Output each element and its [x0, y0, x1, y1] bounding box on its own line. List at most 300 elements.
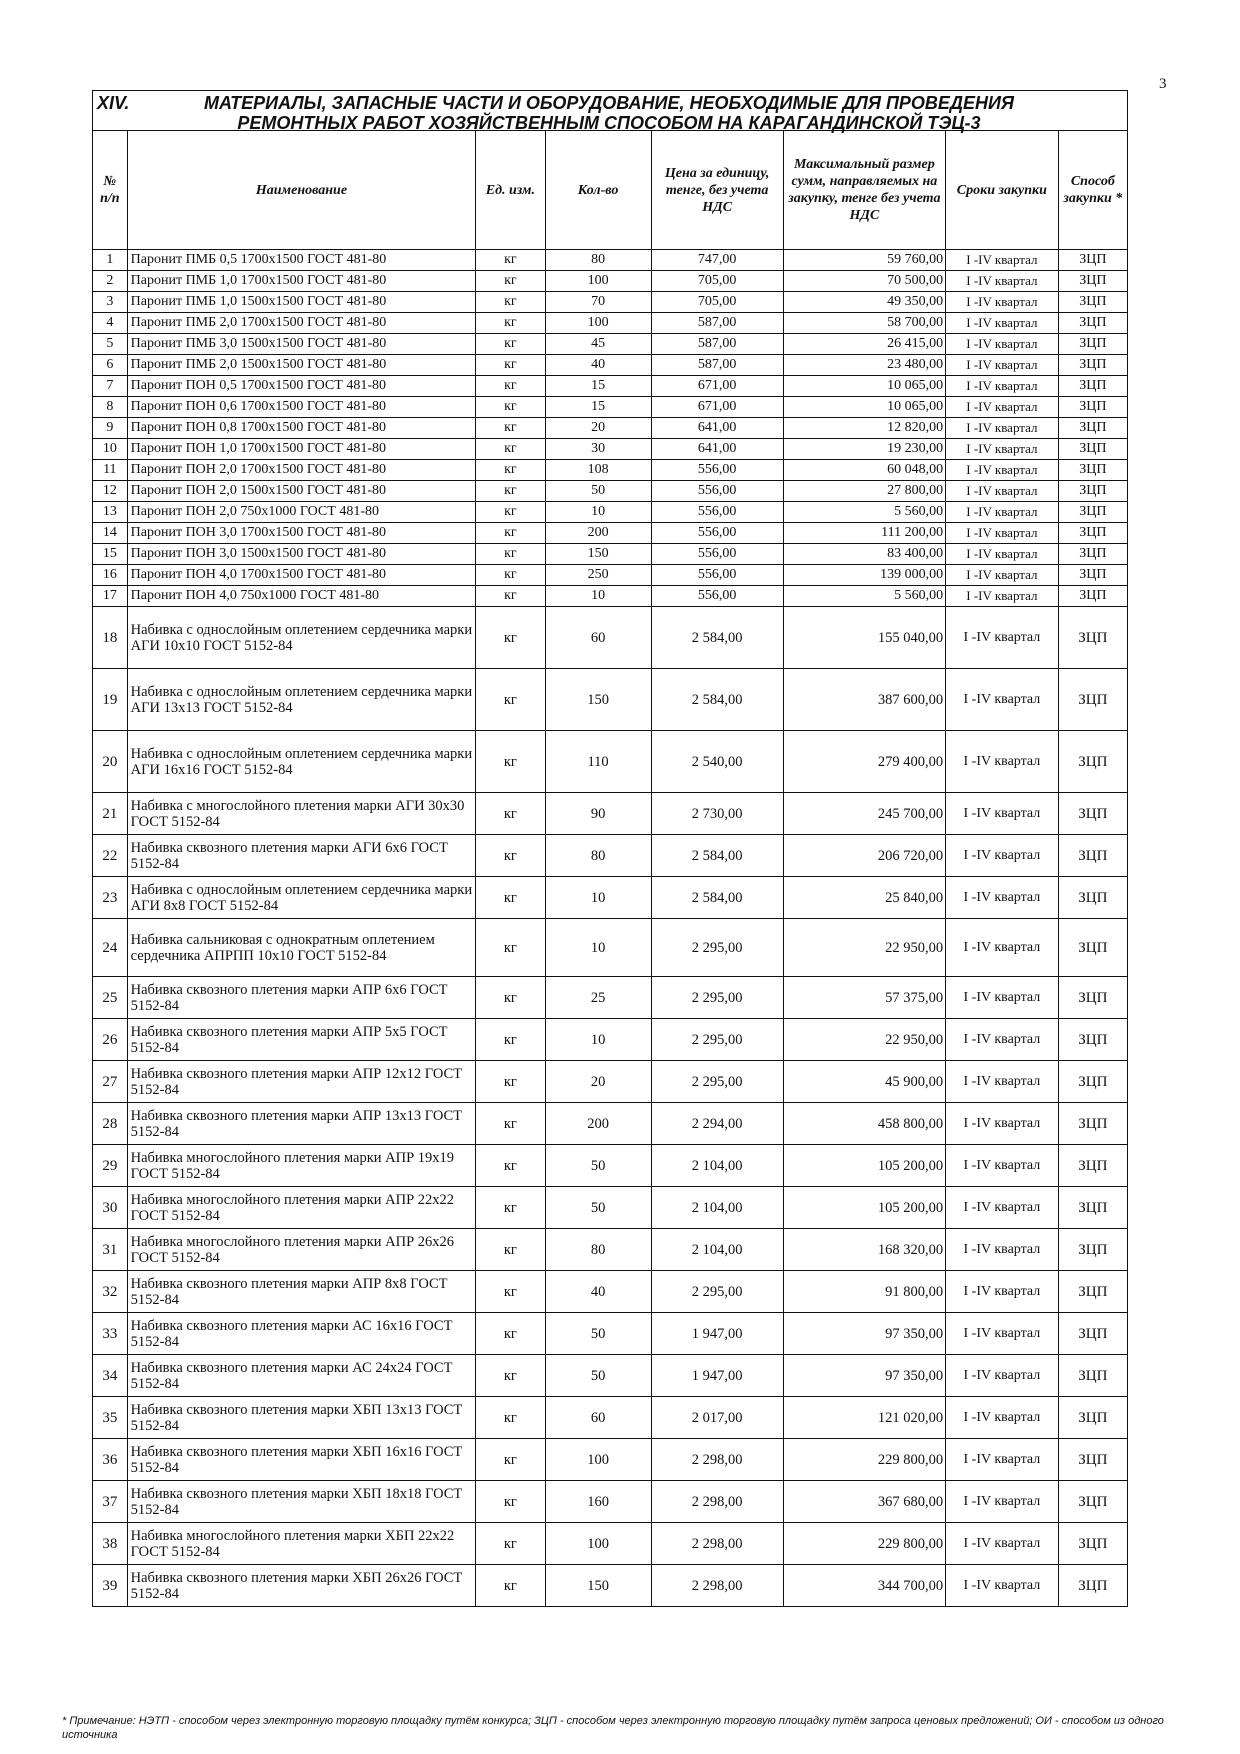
price-cell: 1 947,00	[651, 1313, 783, 1355]
item-name: Паронит ПОН 3,0 1700х1500 ГОСТ 481-80	[127, 523, 476, 544]
quantity-cell: 100	[545, 271, 651, 292]
method-cell: ЗЦП	[1058, 523, 1127, 544]
row-number: 28	[93, 1103, 128, 1145]
header-sum: Максимальный размер сумм, направляемых на закупку, тенге без учета НДС	[783, 131, 945, 250]
method-cell: ЗЦП	[1058, 292, 1127, 313]
item-name: Паронит ПОН 1,0 1700х1500 ГОСТ 481-80	[127, 439, 476, 460]
quantity-cell: 50	[545, 1313, 651, 1355]
sum-cell: 10 065,00	[783, 376, 945, 397]
item-name: Паронит ПОН 0,8 1700х1500 ГОСТ 481-80	[127, 418, 476, 439]
table-row	[93, 460, 1128, 481]
quantity-cell: 250	[545, 565, 651, 586]
sum-cell: 57 375,00	[783, 977, 945, 1019]
price-cell: 556,00	[651, 460, 783, 481]
header-method: Способ закупки *	[1058, 131, 1127, 250]
item-name: Набивка сквозного плетения марки АГИ 6х6 ГОСТ 5152-84	[127, 835, 476, 877]
row-number: 16	[93, 565, 128, 586]
price-cell: 556,00	[651, 586, 783, 607]
method-cell: ЗЦП	[1058, 439, 1127, 460]
item-name: Паронит ПМБ 2,0 1500х1500 ГОСТ 481-80	[127, 355, 476, 376]
price-cell: 671,00	[651, 376, 783, 397]
method-cell: ЗЦП	[1058, 607, 1127, 669]
price-cell: 705,00	[651, 292, 783, 313]
quantity-cell: 50	[545, 481, 651, 502]
row-number: 1	[93, 250, 128, 271]
unit-cell: кг	[476, 481, 545, 502]
method-cell: ЗЦП	[1058, 1439, 1127, 1481]
item-name: Набивка многослойного плетения марки АПР 26х26 ГОСТ 5152-84	[127, 1229, 476, 1271]
term-cell: I -IV квартал	[946, 731, 1059, 793]
term-cell: I -IV квартал	[946, 1145, 1059, 1187]
price-cell: 2 584,00	[651, 669, 783, 731]
table-row	[93, 669, 1128, 731]
price-cell: 2 104,00	[651, 1229, 783, 1271]
item-name: Набивка многослойного плетения марки ХБП 22х22 ГОСТ 5152-84	[127, 1523, 476, 1565]
term-cell: I -IV квартал	[946, 544, 1059, 565]
item-name: Набивка сквозного плетения марки АС 24х24 ГОСТ 5152-84	[127, 1355, 476, 1397]
row-number: 30	[93, 1187, 128, 1229]
quantity-cell: 60	[545, 607, 651, 669]
term-cell: I -IV квартал	[946, 1019, 1059, 1061]
method-cell: ЗЦП	[1058, 1397, 1127, 1439]
price-cell: 2 295,00	[651, 1019, 783, 1061]
term-cell: I -IV квартал	[946, 1439, 1059, 1481]
quantity-cell: 150	[545, 544, 651, 565]
method-cell: ЗЦП	[1058, 1145, 1127, 1187]
table-row	[93, 271, 1128, 292]
term-cell: I -IV квартал	[946, 1313, 1059, 1355]
method-cell: ЗЦП	[1058, 250, 1127, 271]
unit-cell: кг	[476, 250, 545, 271]
quantity-cell: 100	[545, 313, 651, 334]
quantity-cell: 50	[545, 1145, 651, 1187]
procurement-document	[92, 90, 1128, 1607]
term-cell: I -IV квартал	[946, 1481, 1059, 1523]
sum-cell: 121 020,00	[783, 1397, 945, 1439]
table-row	[93, 481, 1128, 502]
unit-cell: кг	[476, 669, 545, 731]
row-number: 20	[93, 731, 128, 793]
sum-cell: 26 415,00	[783, 334, 945, 355]
item-name: Набивка с однослойным оплетением сердечника марки АГИ 13х13 ГОСТ 5152-84	[127, 669, 476, 731]
row-number: 10	[93, 439, 128, 460]
table-row	[93, 1565, 1128, 1607]
sum-cell: 105 200,00	[783, 1187, 945, 1229]
row-number: 39	[93, 1565, 128, 1607]
method-cell: ЗЦП	[1058, 334, 1127, 355]
quantity-cell: 15	[545, 376, 651, 397]
table-row	[93, 1397, 1128, 1439]
item-name: Набивка сквозного плетения марки ХБП 13х13 ГОСТ 5152-84	[127, 1397, 476, 1439]
quantity-cell: 80	[545, 250, 651, 271]
row-number: 13	[93, 502, 128, 523]
method-cell: ЗЦП	[1058, 1187, 1127, 1229]
header-unit: Ед. изм.	[476, 131, 545, 250]
unit-cell: кг	[476, 397, 545, 418]
sum-cell: 458 800,00	[783, 1103, 945, 1145]
price-cell: 556,00	[651, 481, 783, 502]
price-cell: 641,00	[651, 439, 783, 460]
method-cell: ЗЦП	[1058, 1229, 1127, 1271]
term-cell: I -IV квартал	[946, 418, 1059, 439]
sum-cell: 168 320,00	[783, 1229, 945, 1271]
sum-cell: 111 200,00	[783, 523, 945, 544]
unit-cell: кг	[476, 877, 545, 919]
item-name: Набивка сквозного плетения марки АПР 5х5 ГОСТ 5152-84	[127, 1019, 476, 1061]
sum-cell: 25 840,00	[783, 877, 945, 919]
sum-cell: 139 000,00	[783, 565, 945, 586]
quantity-cell: 90	[545, 793, 651, 835]
price-cell: 2 298,00	[651, 1523, 783, 1565]
unit-cell: кг	[476, 919, 545, 977]
quantity-cell: 200	[545, 523, 651, 544]
item-name: Паронит ПОН 0,6 1700х1500 ГОСТ 481-80	[127, 397, 476, 418]
method-cell: ЗЦП	[1058, 418, 1127, 439]
unit-cell: кг	[476, 607, 545, 669]
table-row	[93, 1271, 1128, 1313]
sum-cell: 97 350,00	[783, 1313, 945, 1355]
unit-cell: кг	[476, 313, 545, 334]
method-cell: ЗЦП	[1058, 376, 1127, 397]
unit-cell: кг	[476, 523, 545, 544]
table-row	[93, 523, 1128, 544]
term-cell: I -IV квартал	[946, 334, 1059, 355]
method-cell: ЗЦП	[1058, 502, 1127, 523]
table-row	[93, 439, 1128, 460]
header-name: Наименование	[127, 131, 476, 250]
sum-cell: 59 760,00	[783, 250, 945, 271]
row-number: 25	[93, 977, 128, 1019]
sum-cell: 22 950,00	[783, 1019, 945, 1061]
row-number: 5	[93, 334, 128, 355]
unit-cell: кг	[476, 355, 545, 376]
term-cell: I -IV квартал	[946, 271, 1059, 292]
quantity-cell: 108	[545, 460, 651, 481]
term-cell: I -IV квартал	[946, 523, 1059, 544]
method-cell: ЗЦП	[1058, 460, 1127, 481]
sum-cell: 206 720,00	[783, 835, 945, 877]
table-row	[93, 1229, 1128, 1271]
price-cell: 587,00	[651, 334, 783, 355]
price-cell: 641,00	[651, 418, 783, 439]
row-number: 38	[93, 1523, 128, 1565]
quantity-cell: 40	[545, 355, 651, 376]
row-number: 35	[93, 1397, 128, 1439]
quantity-cell: 100	[545, 1523, 651, 1565]
row-number: 37	[93, 1481, 128, 1523]
unit-cell: кг	[476, 418, 545, 439]
table-row	[93, 355, 1128, 376]
quantity-cell: 10	[545, 919, 651, 977]
quantity-cell: 25	[545, 977, 651, 1019]
quantity-cell: 150	[545, 669, 651, 731]
unit-cell: кг	[476, 1397, 545, 1439]
unit-cell: кг	[476, 1313, 545, 1355]
price-cell: 2 294,00	[651, 1103, 783, 1145]
page-number: 3	[1159, 76, 1167, 92]
table-row	[93, 731, 1128, 793]
item-name: Паронит ПМБ 2,0 1700х1500 ГОСТ 481-80	[127, 313, 476, 334]
row-number: 4	[93, 313, 128, 334]
table-row	[93, 292, 1128, 313]
row-number: 8	[93, 397, 128, 418]
term-cell: I -IV квартал	[946, 439, 1059, 460]
unit-cell: кг	[476, 544, 545, 565]
price-cell: 747,00	[651, 250, 783, 271]
price-cell: 1 947,00	[651, 1355, 783, 1397]
quantity-cell: 80	[545, 835, 651, 877]
price-cell: 705,00	[651, 271, 783, 292]
method-cell: ЗЦП	[1058, 793, 1127, 835]
term-cell: I -IV квартал	[946, 1271, 1059, 1313]
item-name: Набивка с однослойным оплетением сердечника марки АГИ 16х16 ГОСТ 5152-84	[127, 731, 476, 793]
sum-cell: 70 500,00	[783, 271, 945, 292]
unit-cell: кг	[476, 835, 545, 877]
term-cell: I -IV квартал	[946, 607, 1059, 669]
unit-cell: кг	[476, 439, 545, 460]
table-row	[93, 1145, 1128, 1187]
unit-cell: кг	[476, 292, 545, 313]
sum-cell: 12 820,00	[783, 418, 945, 439]
unit-cell: кг	[476, 460, 545, 481]
term-cell: I -IV квартал	[946, 835, 1059, 877]
method-cell: ЗЦП	[1058, 271, 1127, 292]
row-number: 9	[93, 418, 128, 439]
unit-cell: кг	[476, 1019, 545, 1061]
price-cell: 2 295,00	[651, 919, 783, 977]
sum-cell: 91 800,00	[783, 1271, 945, 1313]
sum-cell: 22 950,00	[783, 919, 945, 977]
term-cell: I -IV квартал	[946, 586, 1059, 607]
method-cell: ЗЦП	[1058, 835, 1127, 877]
price-cell: 556,00	[651, 565, 783, 586]
method-cell: ЗЦП	[1058, 397, 1127, 418]
item-name: Набивка сквозного плетения марки ХБП 16х16 ГОСТ 5152-84	[127, 1439, 476, 1481]
item-name: Паронит ПОН 4,0 750х1000 ГОСТ 481-80	[127, 586, 476, 607]
quantity-cell: 10	[545, 502, 651, 523]
row-number: 27	[93, 1061, 128, 1103]
method-cell: ЗЦП	[1058, 1271, 1127, 1313]
quantity-cell: 30	[545, 439, 651, 460]
price-cell: 587,00	[651, 355, 783, 376]
table-row	[93, 1313, 1128, 1355]
term-cell: I -IV квартал	[946, 1355, 1059, 1397]
quantity-cell: 45	[545, 334, 651, 355]
quantity-cell: 20	[545, 1061, 651, 1103]
table-body	[93, 250, 1128, 1607]
table-row	[93, 1355, 1128, 1397]
table-row	[93, 334, 1128, 355]
unit-cell: кг	[476, 376, 545, 397]
term-cell: I -IV квартал	[946, 1103, 1059, 1145]
item-name: Паронит ПМБ 1,0 1700х1500 ГОСТ 481-80	[127, 271, 476, 292]
table-row	[93, 977, 1128, 1019]
sum-cell: 387 600,00	[783, 669, 945, 731]
table-row	[93, 1103, 1128, 1145]
method-cell: ЗЦП	[1058, 919, 1127, 977]
row-number: 18	[93, 607, 128, 669]
term-cell: I -IV квартал	[946, 250, 1059, 271]
price-cell: 2 298,00	[651, 1565, 783, 1607]
unit-cell: кг	[476, 1355, 545, 1397]
row-number: 3	[93, 292, 128, 313]
table-row	[93, 1187, 1128, 1229]
table-row	[93, 919, 1128, 977]
quantity-cell: 70	[545, 292, 651, 313]
price-cell: 556,00	[651, 502, 783, 523]
quantity-cell: 100	[545, 1439, 651, 1481]
term-cell: I -IV квартал	[946, 1565, 1059, 1607]
sum-cell: 367 680,00	[783, 1481, 945, 1523]
table-row	[93, 250, 1128, 271]
table-row	[93, 376, 1128, 397]
table-row	[93, 835, 1128, 877]
term-cell: I -IV квартал	[946, 502, 1059, 523]
table-row	[93, 397, 1128, 418]
method-cell: ЗЦП	[1058, 481, 1127, 502]
item-name: Набивка сквозного плетения марки ХБП 26х26 ГОСТ 5152-84	[127, 1565, 476, 1607]
unit-cell: кг	[476, 565, 545, 586]
header-num: № п/п	[93, 131, 128, 250]
sum-cell: 5 560,00	[783, 586, 945, 607]
unit-cell: кг	[476, 586, 545, 607]
price-cell: 2 295,00	[651, 1271, 783, 1313]
item-name: Набивка сквозного плетения марки АС 16х16 ГОСТ 5152-84	[127, 1313, 476, 1355]
price-cell: 587,00	[651, 313, 783, 334]
header-qty: Кол-во	[545, 131, 651, 250]
table-row	[93, 1439, 1128, 1481]
method-cell: ЗЦП	[1058, 977, 1127, 1019]
price-cell: 2 730,00	[651, 793, 783, 835]
unit-cell: кг	[476, 1103, 545, 1145]
quantity-cell: 60	[545, 1397, 651, 1439]
item-name: Набивка с однослойным оплетением сердечника марки АГИ 10х10 ГОСТ 5152-84	[127, 607, 476, 669]
unit-cell: кг	[476, 1481, 545, 1523]
price-cell: 671,00	[651, 397, 783, 418]
unit-cell: кг	[476, 1229, 545, 1271]
term-cell: I -IV квартал	[946, 292, 1059, 313]
sum-cell: 229 800,00	[783, 1523, 945, 1565]
section-number: XIV.	[97, 93, 130, 113]
item-name: Набивка с однослойным оплетением сердечника марки АГИ 8х8 ГОСТ 5152-84	[127, 877, 476, 919]
quantity-cell: 15	[545, 397, 651, 418]
unit-cell: кг	[476, 334, 545, 355]
sum-cell: 27 800,00	[783, 481, 945, 502]
quantity-cell: 10	[545, 586, 651, 607]
row-number: 22	[93, 835, 128, 877]
item-name: Паронит ПОН 2,0 1500х1500 ГОСТ 481-80	[127, 481, 476, 502]
item-name: Набивка многослойного плетения марки АПР 19х19 ГОСТ 5152-84	[127, 1145, 476, 1187]
row-number: 7	[93, 376, 128, 397]
method-cell: ЗЦП	[1058, 1061, 1127, 1103]
row-number: 29	[93, 1145, 128, 1187]
method-cell: ЗЦП	[1058, 1313, 1127, 1355]
price-cell: 2 298,00	[651, 1439, 783, 1481]
price-cell: 2 298,00	[651, 1481, 783, 1523]
term-cell: I -IV квартал	[946, 669, 1059, 731]
term-cell: I -IV квартал	[946, 481, 1059, 502]
sum-cell: 19 230,00	[783, 439, 945, 460]
sum-cell: 5 560,00	[783, 502, 945, 523]
method-cell: ЗЦП	[1058, 1523, 1127, 1565]
term-cell: I -IV квартал	[946, 977, 1059, 1019]
quantity-cell: 110	[545, 731, 651, 793]
unit-cell: кг	[476, 271, 545, 292]
item-name: Паронит ПОН 3,0 1500х1500 ГОСТ 481-80	[127, 544, 476, 565]
price-cell: 556,00	[651, 544, 783, 565]
materials-table	[92, 130, 1128, 1607]
footnote: * Примечание: НЭТП - способом через электронную торговую площадку путём конкурса; ЗЦП - способом через электронную торговую площадку путём запроса ценовых предложений; ОИ - способом из одного источника	[62, 1715, 1164, 1741]
term-cell: I -IV квартал	[946, 877, 1059, 919]
table-row	[93, 565, 1128, 586]
row-number: 12	[93, 481, 128, 502]
price-cell: 2 295,00	[651, 1061, 783, 1103]
price-cell: 2 584,00	[651, 835, 783, 877]
method-cell: ЗЦП	[1058, 669, 1127, 731]
item-name: Набивка сальниковая с однократным оплетением сердечника АПРПП 10х10 ГОСТ 5152-84	[127, 919, 476, 977]
quantity-cell: 10	[545, 877, 651, 919]
unit-cell: кг	[476, 977, 545, 1019]
quantity-cell: 20	[545, 418, 651, 439]
table-row	[93, 1061, 1128, 1103]
quantity-cell: 10	[545, 1019, 651, 1061]
row-number: 34	[93, 1355, 128, 1397]
method-cell: ЗЦП	[1058, 1019, 1127, 1061]
quantity-cell: 150	[545, 1565, 651, 1607]
price-cell: 2 104,00	[651, 1145, 783, 1187]
sum-cell: 97 350,00	[783, 1355, 945, 1397]
section-title: МАТЕРИАЛЫ, ЗАПАСНЫЕ ЧАСТИ И ОБОРУДОВАНИЕ, НЕОБХОДИМЫЕ ДЛЯ ПРОВЕДЕНИЯ РЕМОНТНЫХ РАБОТ ХОЗЯЙСТВЕННЫМ СПОСОБОМ НА КАРАГАНДИНСКОЙ ТЭЦ-3	[203, 93, 1015, 133]
sum-cell: 155 040,00	[783, 607, 945, 669]
price-cell: 556,00	[651, 523, 783, 544]
unit-cell: кг	[476, 1187, 545, 1229]
method-cell: ЗЦП	[1058, 731, 1127, 793]
method-cell: ЗЦП	[1058, 1355, 1127, 1397]
unit-cell: кг	[476, 731, 545, 793]
row-number: 21	[93, 793, 128, 835]
table-row	[93, 544, 1128, 565]
row-number: 32	[93, 1271, 128, 1313]
unit-cell: кг	[476, 1145, 545, 1187]
section-heading	[92, 90, 1128, 133]
term-cell: I -IV квартал	[946, 1397, 1059, 1439]
table-row	[93, 793, 1128, 835]
term-cell: I -IV квартал	[946, 1523, 1059, 1565]
sum-cell: 344 700,00	[783, 1565, 945, 1607]
unit-cell: кг	[476, 1565, 545, 1607]
method-cell: ЗЦП	[1058, 586, 1127, 607]
table-header-row	[93, 131, 1128, 250]
row-number: 24	[93, 919, 128, 977]
item-name: Паронит ПМБ 1,0 1500х1500 ГОСТ 481-80	[127, 292, 476, 313]
method-cell: ЗЦП	[1058, 565, 1127, 586]
row-number: 15	[93, 544, 128, 565]
item-name: Набивка сквозного плетения марки АПР 6х6 ГОСТ 5152-84	[127, 977, 476, 1019]
unit-cell: кг	[476, 1061, 545, 1103]
table-row	[93, 586, 1128, 607]
term-cell: I -IV квартал	[946, 1187, 1059, 1229]
price-cell: 2 017,00	[651, 1397, 783, 1439]
term-cell: I -IV квартал	[946, 397, 1059, 418]
header-price: Цена за единицу, тенге, без учета НДС	[651, 131, 783, 250]
price-cell: 2 584,00	[651, 607, 783, 669]
row-number: 26	[93, 1019, 128, 1061]
item-name: Набивка сквозного плетения марки АПР 13х13 ГОСТ 5152-84	[127, 1103, 476, 1145]
sum-cell: 105 200,00	[783, 1145, 945, 1187]
row-number: 19	[93, 669, 128, 731]
row-number: 33	[93, 1313, 128, 1355]
term-cell: I -IV квартал	[946, 793, 1059, 835]
